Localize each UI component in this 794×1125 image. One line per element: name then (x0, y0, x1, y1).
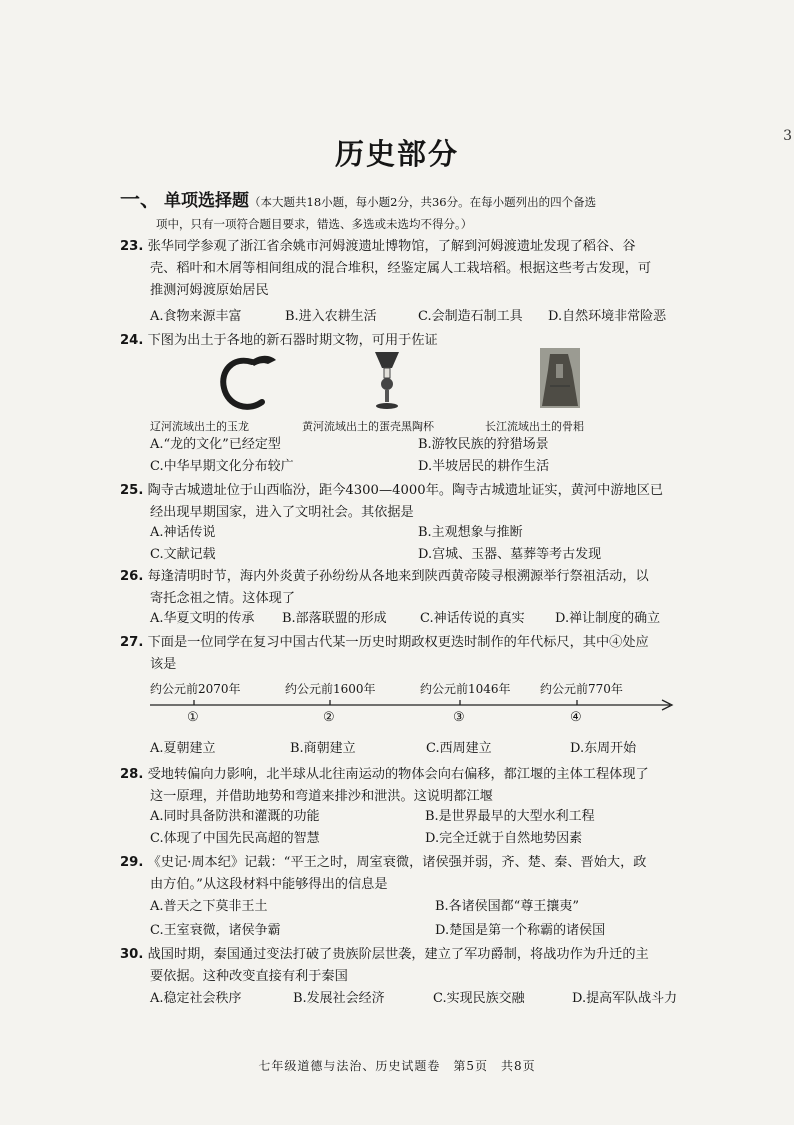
bone-spade-image (538, 346, 582, 410)
option-d[interactable]: D.半坡居民的耕作生活 (418, 459, 550, 474)
question-text-line2: 要依据。这种改变直接有利于秦国 (150, 969, 348, 984)
question-number: 28. (120, 767, 144, 782)
option-a[interactable]: A.华夏文明的传承 (150, 611, 255, 626)
timeline-mark: ③ (453, 710, 465, 725)
timeline-mark: ② (323, 710, 335, 725)
artifact-caption-jade-dragon: 辽河流域出土的玉龙 (150, 420, 249, 433)
question-number: 26. (120, 569, 144, 584)
option-c[interactable]: C.会制造石制工具 (418, 309, 523, 324)
option-a[interactable]: A.神话传说 (150, 525, 216, 540)
question-text-line1: 下面是一位同学在复习中国古代某一历史时期政权更迭时制作的年代标尺，其中④处应 (147, 635, 649, 650)
option-a[interactable]: A.夏朝建立 (150, 741, 216, 756)
option-b[interactable]: B.是世界最早的大型水利工程 (425, 809, 595, 824)
question-text-line3: 推测河姆渡原始居民 (150, 283, 269, 298)
option-d[interactable]: D.宫城、玉器、墓葬等考古发现 (418, 547, 602, 562)
option-c[interactable]: C.体现了中国先民高超的智慧 (150, 831, 320, 846)
question-text-line2: 这一原理，并借助地势和弯道来排沙和泄洪。这说明都江堰 (150, 789, 493, 804)
section-name: 单项选择题 (164, 191, 249, 211)
question-text-line1: 每逢清明时节，海内外炎黄子孙纷纷从各地来到陕西黄帝陵寻根溯源举行祭祖活动，以 (147, 569, 649, 584)
question-text-line2: 壳、稻叶和木屑等相间组成的混合堆积，经鉴定属人工栽培稻。根据这些考古发现，可 (150, 261, 652, 276)
option-c[interactable]: C.实现民族交融 (433, 991, 525, 1006)
timeline-axis (150, 698, 680, 712)
option-c[interactable]: C.中华早期文化分布较广 (150, 459, 294, 474)
question-29 (120, 852, 740, 896)
timeline-label: 约公元前770年 (540, 682, 623, 696)
question-23 (120, 236, 740, 302)
option-b[interactable]: B.发展社会经济 (293, 991, 385, 1006)
option-d[interactable]: D.禅让制度的确立 (555, 611, 661, 626)
option-a[interactable]: A.“龙的文化”已经定型 (150, 437, 281, 452)
option-d[interactable]: D.完全迁就于自然地势因素 (425, 831, 583, 846)
question-number: 29. (120, 855, 144, 870)
question-text-line1: 下图为出土于各地的新石器时期文物，可用于佐证 (147, 333, 438, 348)
question-number: 23. (120, 239, 144, 254)
option-c[interactable]: C.神话传说的真实 (420, 611, 525, 626)
timeline-mark: ④ (570, 710, 582, 725)
question-text-line1: 《史记·周本纪》记载：“平王之时，周室衰微，诸侯强并弱，齐、楚、秦、晋始大，政 (147, 855, 647, 870)
section-note-line2: 项中，只有一项符合题目要求，错选、多选或未选均不得分。） (156, 217, 473, 231)
question-text-line2: 经出现早期国家，进入了文明社会。其依据是 (150, 505, 414, 520)
question-26 (120, 566, 740, 610)
question-text-line1: 受地转偏向力影响，北半球从北往南运动的物体会向右偏移，都江堰的主体工程体现了 (147, 767, 649, 782)
question-text-line1: 陶寺古城遗址位于山西临汾，距今4300—4000年。陶寺古城遗址证实，黄河中游地区已 (147, 483, 664, 498)
black-pottery-cup-image (372, 350, 402, 412)
option-b[interactable]: B.游牧民族的狩猎场景 (418, 437, 549, 452)
corner-mark: 3 (783, 128, 792, 144)
section-number: 一、 (120, 187, 160, 211)
jade-dragon-image (212, 350, 282, 414)
option-b[interactable]: B.各诸侯国都“尊王攘夷” (435, 899, 579, 914)
question-27 (120, 632, 740, 676)
question-24 (120, 330, 740, 352)
option-b[interactable]: B.主观想象与推断 (418, 525, 523, 540)
section-heading (120, 188, 760, 235)
question-text-line2: 寄托念祖之情。这体现了 (150, 591, 296, 606)
question-25 (120, 480, 740, 524)
question-number: 25. (120, 483, 144, 498)
section-note-line1: （本大题共18小题，每小题2分，共36分。在每小题列出的四个备选 (249, 195, 597, 209)
page-footer: 七年级道德与法治、历史试题卷 第5页 共8页 (258, 1059, 536, 1073)
artifact-caption-bone-spade: 长江流域出土的骨耜 (485, 420, 584, 433)
timeline-label: 约公元前1046年 (420, 682, 511, 696)
question-text-line2: 由方伯。”从这段材料中能够得出的信息是 (150, 877, 388, 892)
question-number: 30. (120, 947, 144, 962)
option-d[interactable]: D.提高军队战斗力 (572, 991, 678, 1006)
option-b[interactable]: B.商朝建立 (290, 741, 356, 756)
option-c[interactable]: C.文献记载 (150, 547, 216, 562)
question-number: 27. (120, 635, 144, 650)
option-d[interactable]: D.自然环境非常险恶 (548, 309, 667, 324)
timeline-mark: ① (187, 710, 199, 725)
timeline-label: 约公元前2070年 (150, 682, 241, 696)
option-d[interactable]: D.东周开始 (570, 741, 637, 756)
artifact-caption-pottery-cup: 黄河流域出土的蛋壳黑陶杯 (302, 420, 434, 433)
option-c[interactable]: C.王室衰微，诸侯争霸 (150, 923, 281, 938)
question-number: 24. (120, 333, 144, 348)
question-30 (120, 944, 740, 988)
option-a[interactable]: A.同时具备防洪和灌溉的功能 (150, 809, 320, 824)
question-text-line1: 战国时期，秦国通过变法打破了贵族阶层世袭，建立了军功爵制，将战功作为升迁的主 (147, 947, 649, 962)
artifact-images (150, 350, 630, 433)
option-a[interactable]: A.稳定社会秩序 (150, 991, 242, 1006)
option-b[interactable]: B.进入农耕生活 (285, 309, 377, 324)
option-a[interactable]: A.普天之下莫非王土 (150, 899, 268, 914)
option-d[interactable]: D.楚国是第一个称霸的诸侯国 (435, 923, 606, 938)
timeline-ruler (150, 680, 680, 740)
page-title: 历史部分 (334, 137, 459, 171)
timeline-label: 约公元前1600年 (285, 682, 376, 696)
option-b[interactable]: B.部落联盟的形成 (282, 611, 387, 626)
question-text-line1: 张华同学参观了浙江省余姚市河姆渡遗址博物馆，了解到河姆渡遗址发现了稻谷、谷 (147, 239, 636, 254)
option-a[interactable]: A.食物来源丰富 (150, 309, 242, 324)
question-text-line2: 该是 (150, 657, 177, 672)
question-28 (120, 764, 740, 808)
option-c[interactable]: C.西周建立 (426, 741, 492, 756)
